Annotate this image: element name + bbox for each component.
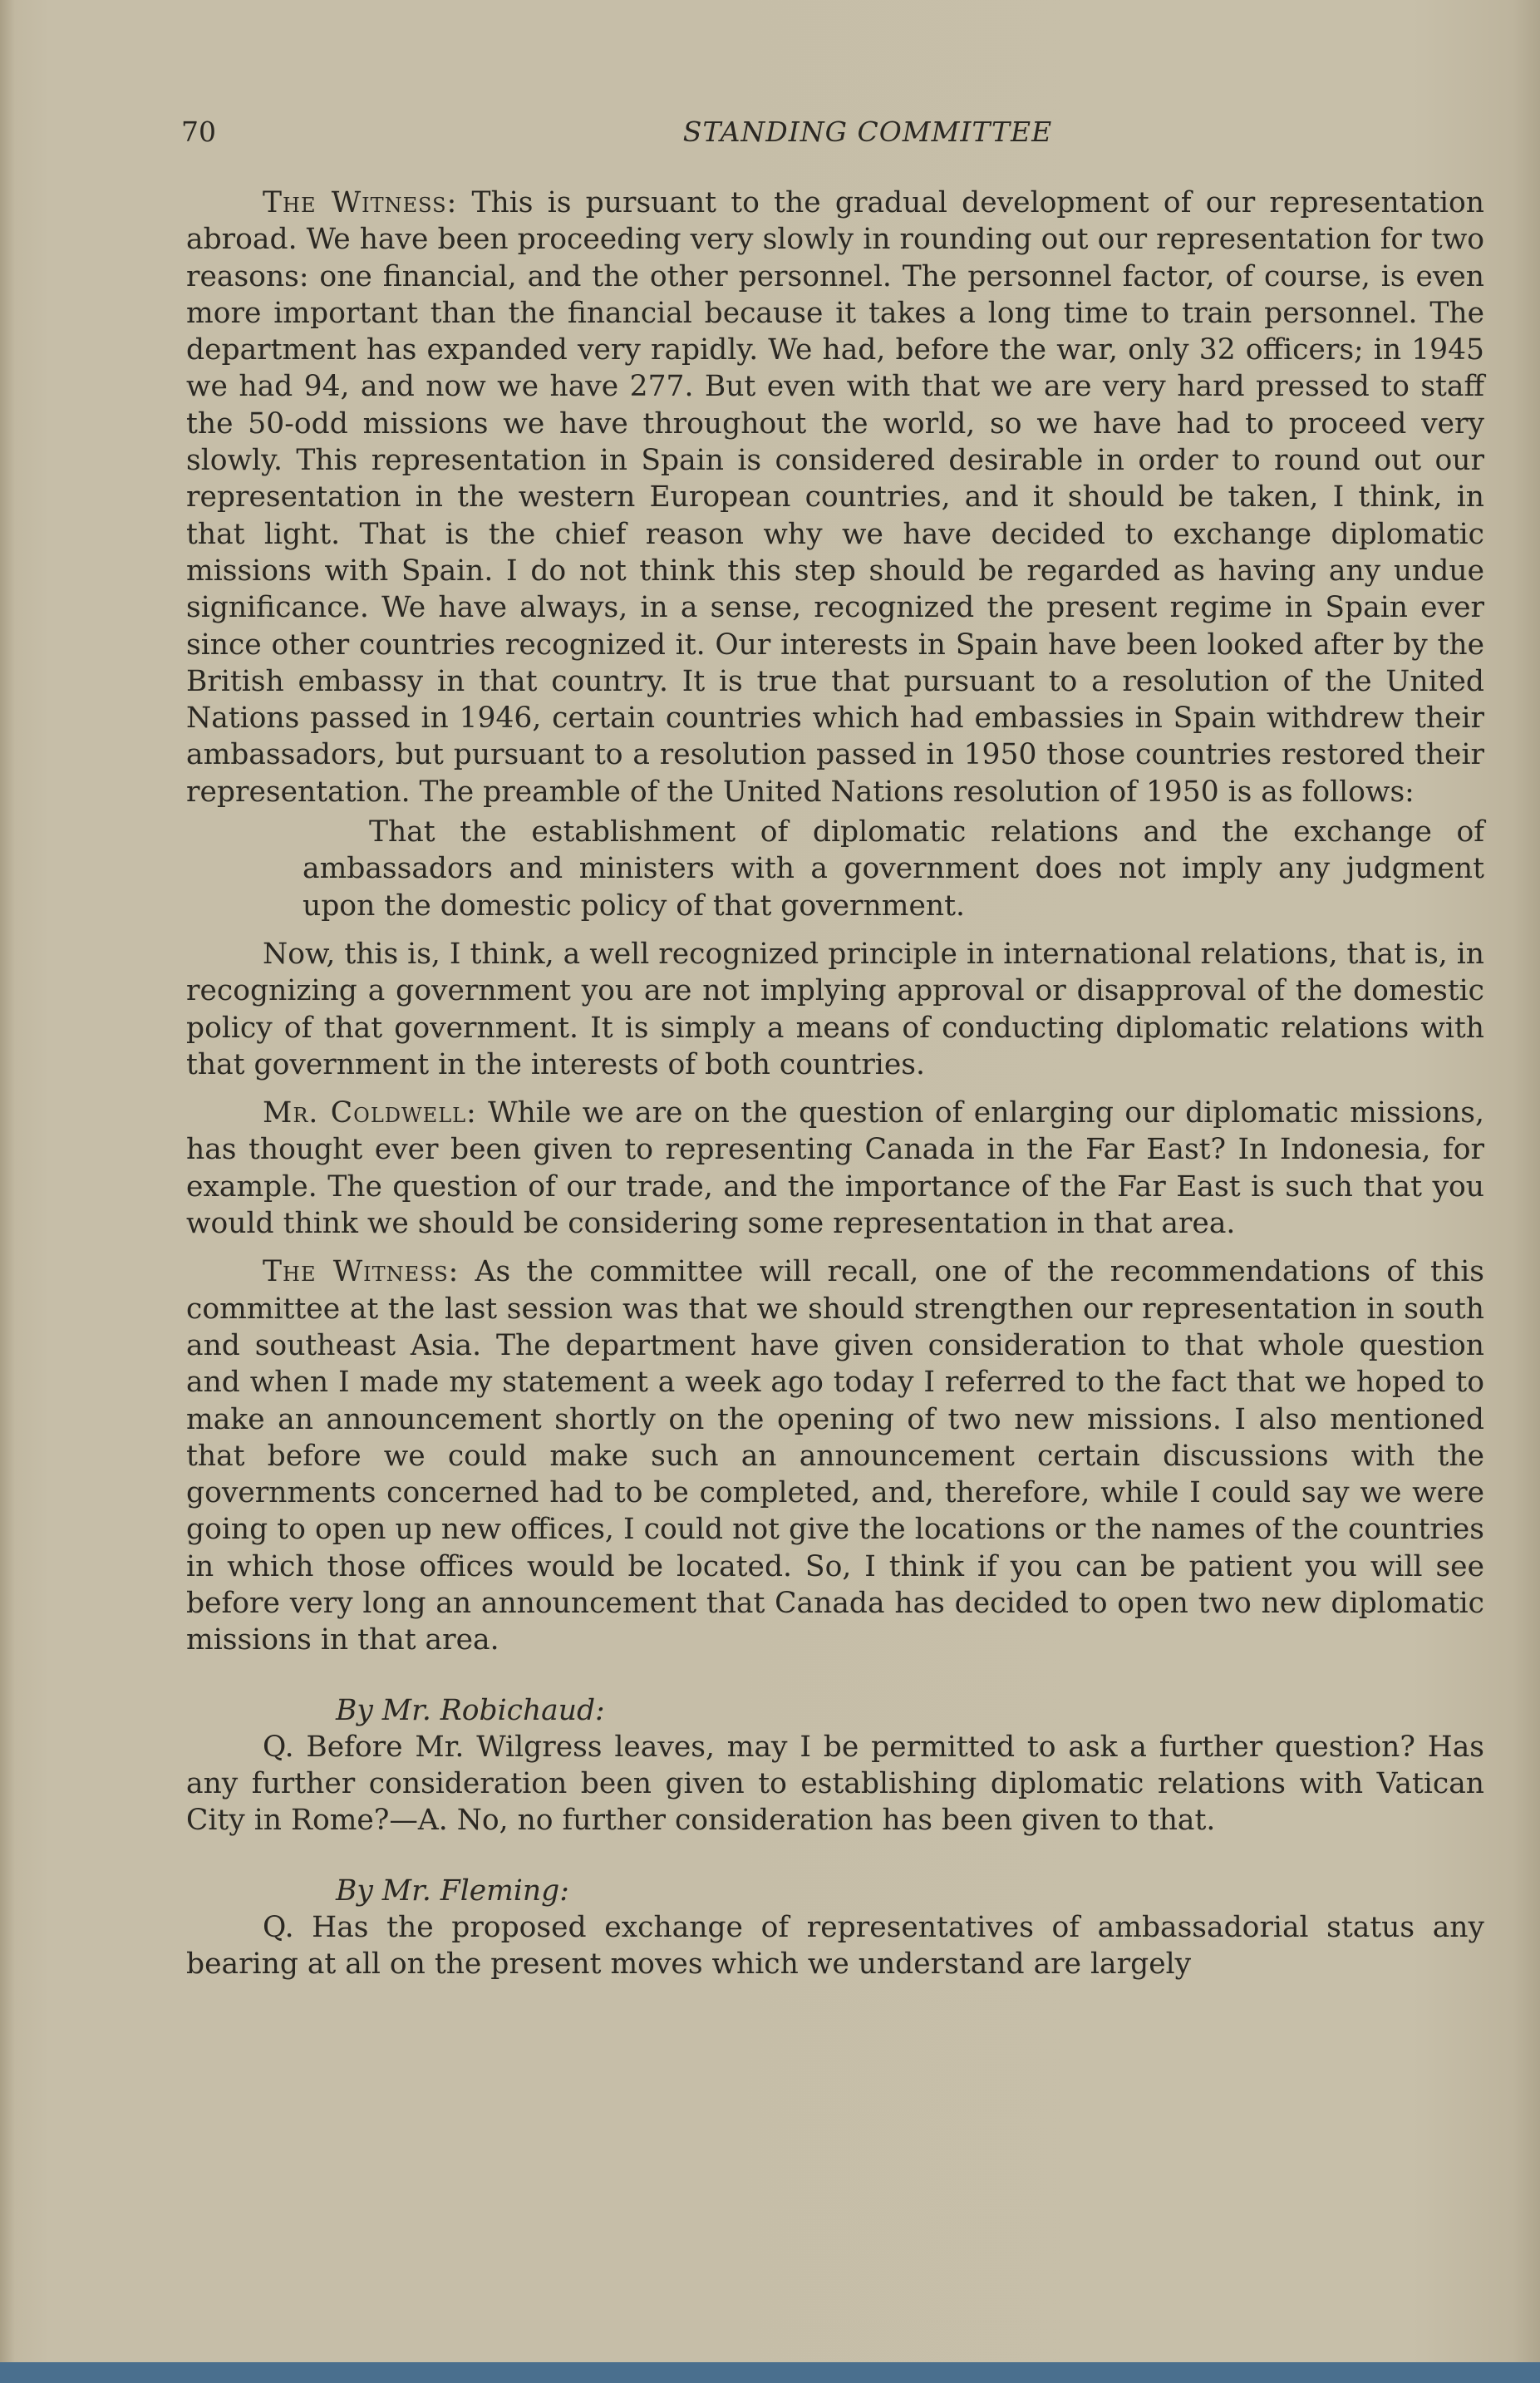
paragraph-text: As the committee will recall, one of the recommendations of this committee at the last session was that we should strengthen our representation in south and southeast Asia. The department have given consideration to that whole question and when I made my statement a week ago today I referred to the fact that we hoped to make an announcement shortly on the opening of two new missions. I also mentioned that before we could make such an announcement certain discussions with the governments concerned had to be completed, and, therefore, while I could say we were going to open up new offices, I could not give the locations or the names of the countries in which those offices would be located. So, I think if you can be patient you will see before very long an announcement that Canada has decided to open two new diplomatic missions in that area. [186, 1255, 1484, 1657]
paragraph-question-fleming: Q. Has the proposed exchange of representatives of ambassadorial status any bearing at all on the present moves which we understand are largely [186, 1911, 1484, 1982]
running-title: STANDING COMMITTEE [682, 116, 1053, 148]
paragraph-witness-1 [186, 185, 1484, 810]
page-number: 70 [181, 116, 216, 148]
paragraph-witness-2 [186, 1253, 1484, 1658]
paragraph-question-robichaud: Q. Before Mr. Wilgress leaves, may I be permitted to ask a further question? Has any further consideration been given to establishing diplomatic relations with Vatican City in Rome?—A. No, no further consideration has been given to that. [186, 1730, 1484, 1838]
speaker-label: The Witness: [263, 186, 458, 219]
paragraph-text: This is pursuant to the gradual development of our representation abroad. We have been proceeding very slowly in rounding out our representation for two reasons: one financial, and the other personnel. The personnel factor, of course, is even more important than the financial because it takes a long time to train personnel. The department has expanded very rapidly. We had, before the war, only 32 officers; in 1945 we had 94, and now we have 277. But even with that we are very hard pressed to staff the 50-odd missions we have throughout the world, so we have had to proceed very slowly. This representation in Spain is considered desirable in order to round out our representation in the western European countries, and it should be taken, I think, in that light. That is the chief reason why we have decided to exchange diplomatic missions with Spain. I do not think this step should be regarded as having any undue significance. We have always, in a sense, recognized the present regime in Spain ever since other countries recognized it. Our interests in Spain have been looked after by the British embassy in that country. It is true that pursuant to a resolution of the United Nations passed in 1946, certain countries which had embassies in Spain withdrew their ambassadors, but pursuant to a resolution passed in 1950 those countries restored their representation. The preamble of the United Nations resolution of 1950 is as follows: [186, 186, 1484, 809]
block-quote: That the establishment of diplomatic relations and the exchange of ambassadors and ministers with a government does not imply any judgment upon the domestic policy of that government. [303, 815, 1484, 923]
page-body [186, 185, 1484, 1983]
speaker-label: The Witness: [263, 1255, 460, 1289]
paragraph-text: While we are on the question of enlarging our diplomatic missions, has thought ever been given to representing Canada in the Far East? In Indonesia, for example. The question of our trade, and the importance of the Far East is such that you would think we should be considering some representation in that area. [186, 1096, 1484, 1241]
paragraph-principle: Now, this is, I think, a well recognized principle in international relations, that is, in recognizing a government you are not implying approval or disapproval of the domestic policy of that government. It is simply a means of conducting diplomatic relations with that government in the interests of both countries. [186, 937, 1484, 1081]
by-line-robichaud: By Mr. Robichaud: [336, 1693, 605, 1727]
page-header [181, 111, 1488, 153]
paragraph-coldwell [186, 1095, 1484, 1242]
by-line-fleming: By Mr. Fleming: [336, 1873, 569, 1908]
bottom-edge-band [0, 2362, 1540, 2383]
speaker-label: Mr. Coldwell: [263, 1096, 477, 1130]
